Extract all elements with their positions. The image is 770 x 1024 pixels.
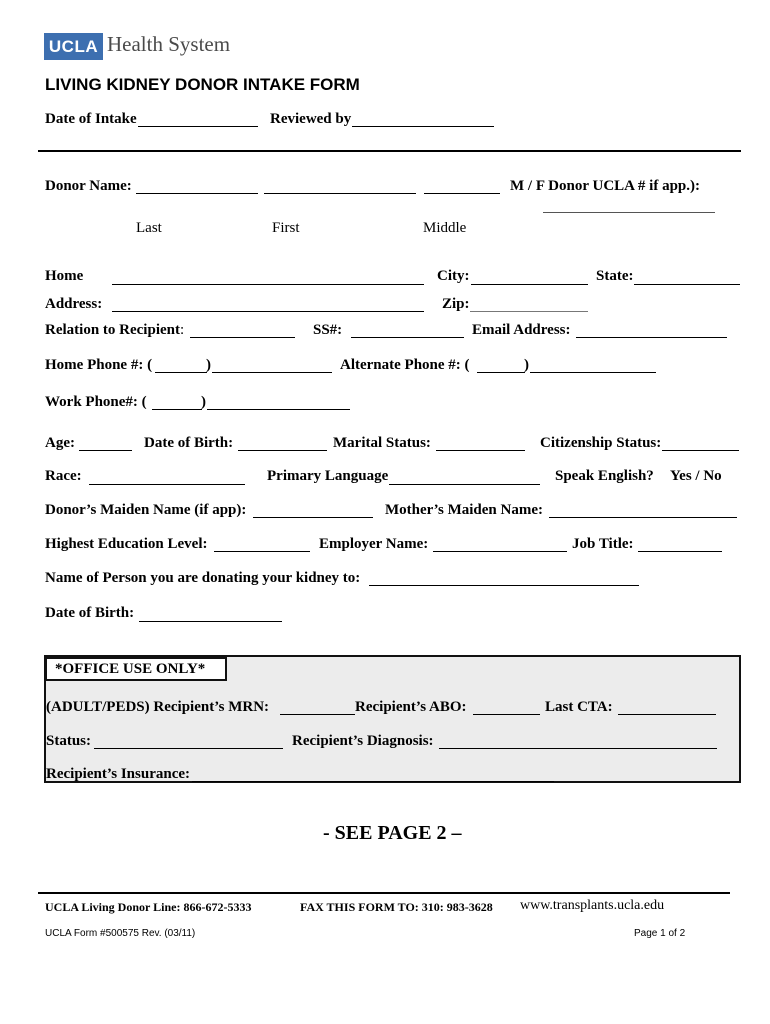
- dob-field[interactable]: [238, 450, 327, 451]
- home-phone-paren: ): [206, 357, 211, 373]
- work-phone-area-code[interactable]: [152, 409, 202, 410]
- insurance-field[interactable]: [192, 781, 554, 782]
- citizenship-label: Citizenship Status:: [540, 435, 662, 451]
- race-label: Race:: [45, 468, 82, 484]
- home-address-line-1[interactable]: [112, 284, 424, 285]
- ucla-number-field[interactable]: [543, 212, 715, 213]
- footer-divider: [38, 892, 730, 894]
- speak-english-yes-no[interactable]: Yes / No: [670, 468, 722, 484]
- relation-label: Relation to Recipient:: [45, 322, 185, 338]
- employer-label: Employer Name:: [319, 536, 429, 552]
- marital-status-field[interactable]: [436, 450, 525, 451]
- work-phone-label: Work Phone#: (: [45, 394, 147, 410]
- alt-phone-area-code[interactable]: [477, 372, 525, 373]
- home-label: Home: [45, 268, 84, 284]
- recipient-name-field[interactable]: [369, 585, 639, 586]
- reviewed-by-label: Reviewed by: [270, 111, 352, 127]
- home-address-line-2[interactable]: [112, 311, 424, 312]
- logo-health-system: Health System: [107, 32, 231, 56]
- state-label: State:: [596, 268, 634, 284]
- mother-maiden-label: Mother’s Maiden Name:: [385, 502, 544, 518]
- recipient-mrn-label: (ADULT/PEDS) Recipient’s MRN:: [46, 699, 270, 715]
- last-cta-field[interactable]: [618, 714, 716, 715]
- alt-phone-field[interactable]: [530, 372, 656, 373]
- diagnosis-label: Recipient’s Diagnosis:: [292, 733, 434, 749]
- work-phone-field[interactable]: [207, 409, 350, 410]
- donor-name-label: Donor Name:: [45, 178, 132, 194]
- last-caption: Last: [136, 220, 162, 236]
- page-number: Page 1 of 2: [634, 928, 686, 939]
- employer-field[interactable]: [433, 551, 567, 552]
- fax-number: FAX THIS FORM TO: 310: 983-3628: [300, 900, 493, 914]
- sex-ucla-number-label: M / F Donor UCLA # if app.):: [510, 178, 701, 194]
- ss-label: SS#:: [313, 322, 343, 338]
- zip-label: Zip:: [442, 296, 470, 312]
- education-label: Highest Education Level:: [45, 536, 208, 552]
- insurance-label: Recipient’s Insurance:: [46, 766, 191, 782]
- work-phone-paren: ): [201, 394, 206, 410]
- diagnosis-field[interactable]: [439, 748, 717, 749]
- donor-first-name-field[interactable]: [264, 193, 416, 194]
- race-field[interactable]: [89, 484, 245, 485]
- date-of-intake-label: Date of Intake: [45, 111, 137, 127]
- donor-last-name-field[interactable]: [136, 193, 258, 194]
- age-field[interactable]: [79, 450, 132, 451]
- marital-status-label: Marital Status:: [333, 435, 431, 451]
- see-page-2: - SEE PAGE 2 –: [323, 822, 462, 844]
- language-label: Primary Language: [267, 468, 389, 484]
- state-field[interactable]: [634, 284, 740, 285]
- email-field[interactable]: [576, 337, 727, 338]
- language-field[interactable]: [389, 484, 540, 485]
- maiden-name-field[interactable]: [253, 517, 373, 518]
- zip-field[interactable]: [470, 311, 588, 312]
- donor-middle-name-field[interactable]: [424, 193, 500, 194]
- recipient-abo-field[interactable]: [473, 714, 540, 715]
- office-use-label: *OFFICE USE ONLY*: [55, 661, 206, 677]
- dob-label: Date of Birth:: [144, 435, 234, 451]
- mother-maiden-field[interactable]: [549, 517, 737, 518]
- city-field[interactable]: [471, 284, 588, 285]
- ucla-logo: UCLA: [44, 33, 103, 60]
- donor-line: UCLA Living Donor Line: 866-672-5333: [45, 900, 252, 914]
- status-label: Status:: [46, 733, 92, 749]
- recipient-dob-label: Date of Birth:: [45, 605, 135, 621]
- first-caption: First: [272, 220, 300, 236]
- recipient-dob-field[interactable]: [139, 621, 282, 622]
- form-number: UCLA Form #500575 Rev. (03/11): [45, 928, 196, 939]
- recipient-abo-label: Recipient’s ABO:: [355, 699, 467, 715]
- maiden-name-label: Donor’s Maiden Name (if app):: [45, 502, 247, 518]
- speak-english-label: Speak English?: [555, 468, 654, 484]
- date-of-intake-field[interactable]: [138, 126, 258, 127]
- form-title: LIVING KIDNEY DONOR INTAKE FORM: [45, 75, 360, 94]
- reviewed-by-field[interactable]: [352, 126, 494, 127]
- city-label: City:: [437, 268, 470, 284]
- age-label: Age:: [45, 435, 75, 451]
- home-phone-field[interactable]: [212, 372, 332, 373]
- alt-phone-paren: ): [524, 357, 529, 373]
- job-title-field[interactable]: [638, 551, 722, 552]
- alt-phone-label: Alternate Phone #: (: [340, 357, 470, 373]
- status-field[interactable]: [94, 748, 283, 749]
- citizenship-field[interactable]: [662, 450, 739, 451]
- job-title-label: Job Title:: [572, 536, 634, 552]
- middle-caption: Middle: [423, 220, 467, 236]
- relation-field[interactable]: [190, 337, 295, 338]
- recipient-name-label: Name of Person you are donating your kidney to:: [45, 570, 361, 586]
- website-link[interactable]: www.transplants.ucla.edu: [520, 898, 665, 913]
- home-phone-area-code[interactable]: [155, 372, 207, 373]
- header-divider: [38, 150, 741, 152]
- home-phone-label: Home Phone #: (: [45, 357, 153, 373]
- last-cta-label: Last CTA:: [545, 699, 613, 715]
- education-field[interactable]: [214, 551, 310, 552]
- ss-field[interactable]: [351, 337, 464, 338]
- recipient-mrn-field[interactable]: [280, 714, 355, 715]
- address-label: Address:: [45, 296, 103, 312]
- email-label: Email Address:: [472, 322, 571, 338]
